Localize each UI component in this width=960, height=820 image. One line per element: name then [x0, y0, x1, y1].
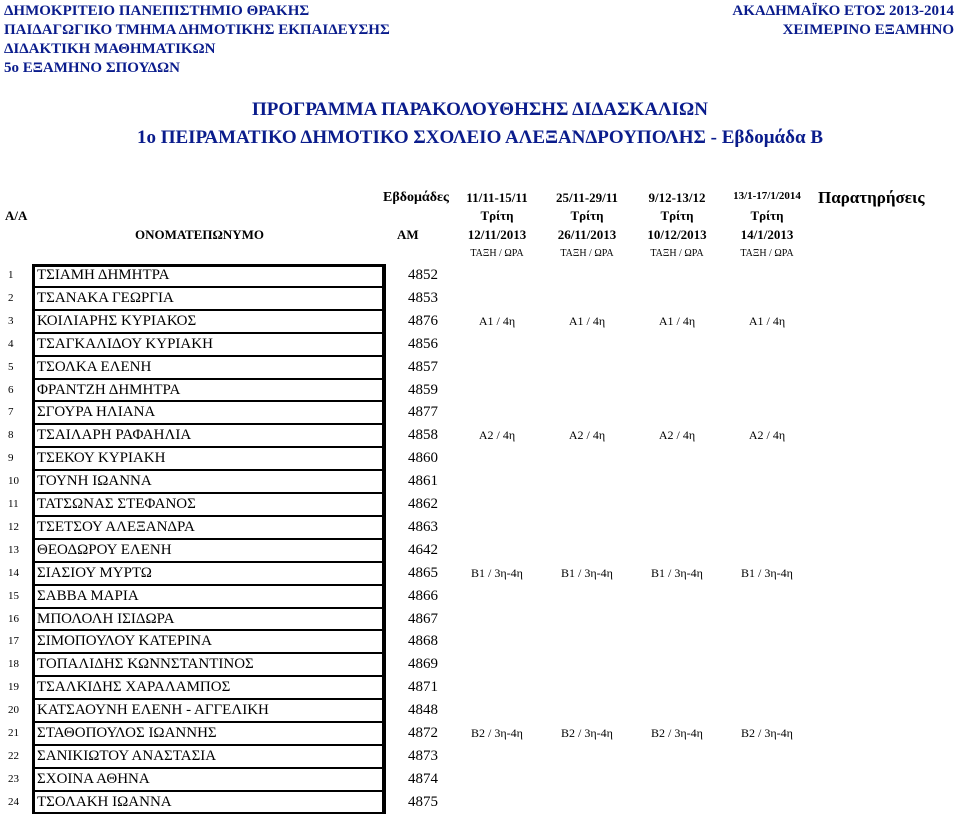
- table-row: [0, 539, 960, 562]
- table-row: [0, 333, 960, 356]
- student-name: ΤΣΟΛΚΑ ΕΛΕΝΗ: [37, 358, 152, 375]
- row-number: 11: [8, 498, 19, 510]
- student-name: ΘΕΟΔΩΡΟΥ ΕΛΕΝΗ: [37, 541, 172, 558]
- week-day: Τρίτη: [480, 208, 514, 223]
- student-am: 4868: [408, 633, 438, 650]
- student-name: ΣΤΑΘΟΠΟΥΛΟΣ ΙΩΑΝΝΗΣ: [37, 725, 217, 741]
- student-am: 4865: [408, 564, 438, 581]
- student-am: 4867: [408, 610, 438, 627]
- row-number: 13: [8, 543, 19, 556]
- table-row: [0, 562, 960, 585]
- table-row: [0, 630, 960, 653]
- student-name: ΤΣΟΛΑΚΗ ΙΩΑΝΝΑ: [37, 793, 172, 810]
- student-name: ΤΣΑΓΚΑΛΙΔΟΥ ΚΥΡΙΑΚΗ: [37, 335, 213, 352]
- table-row: [0, 585, 960, 608]
- student-am: 4875: [408, 793, 438, 810]
- academic-year: ΑΚΑΔΗΜΑΪΚΟ ΕΤΟΣ 2013-2014: [732, 3, 954, 19]
- student-name: ΤΣΑΙΛΑΡΗ ΡΑΦΑΗΛΙΑ: [37, 427, 192, 444]
- institution-header: [4, 2, 390, 78]
- table-row: [0, 401, 960, 424]
- row-divider: [32, 286, 385, 288]
- student-name: ΤΑΤΣΩΝΑΣ ΣΤΕΦΑΝΟΣ: [37, 496, 196, 512]
- student-name: ΣΑΝΙΚΙΩΤΟΥ ΑΝΑΣΤΑΣΙΑ: [37, 747, 217, 764]
- student-am: 4877: [408, 404, 438, 421]
- row-divider: [32, 355, 385, 357]
- week-date: 14/1/2013: [740, 227, 794, 242]
- student-name: ΤΣΕΤΣΟΥ ΑΛΕΞΑΝΔΡΑ: [37, 518, 195, 535]
- student-am: 4862: [408, 496, 438, 512]
- table-row: [0, 264, 960, 287]
- class-hour-label: ΤΑΞΗ / ΩΡΑ: [740, 248, 794, 259]
- table-row: [0, 699, 960, 722]
- row-number: 12: [8, 520, 19, 533]
- schedule-cell: Β1 / 3η-4η: [651, 565, 703, 580]
- row-divider: [32, 423, 385, 425]
- row-divider: [32, 309, 385, 311]
- row-number: 14: [8, 566, 19, 579]
- table-row: [0, 722, 960, 745]
- student-name: ΜΠΟΛΟΛΗ ΙΣΙΔΩΡΑ: [37, 610, 175, 627]
- weeks-label: Εβδομάδες: [383, 190, 449, 205]
- student-name: ΣΑΒΒΑ ΜΑΡΙΑ: [37, 587, 139, 604]
- row-divider: [32, 721, 385, 723]
- student-name: ΚΟΙΛΙΑΡΗΣ ΚΥΡΙΑΚΟΣ: [37, 312, 197, 329]
- row-number: 21: [8, 727, 19, 739]
- row-number: 24: [8, 795, 19, 808]
- student-am: 4859: [408, 381, 438, 398]
- row-divider: [32, 515, 385, 517]
- table-row: [0, 608, 960, 631]
- row-number: 4: [8, 337, 14, 350]
- row-number: 23: [8, 772, 19, 785]
- aa-header: Α/Α: [5, 208, 28, 223]
- student-am: 4848: [408, 702, 438, 719]
- table-row: [0, 310, 960, 333]
- row-number: 22: [8, 749, 19, 762]
- student-am: 4863: [408, 518, 438, 535]
- week-range: 11/11-15/11: [466, 190, 528, 205]
- row-number: 16: [8, 612, 19, 625]
- row-divider: [32, 561, 385, 563]
- schedule-cell: Α1 / 4η: [658, 313, 696, 328]
- row-divider: [32, 652, 385, 654]
- table-row: [0, 424, 960, 447]
- row-divider: [32, 492, 385, 494]
- class-hour-label: ΤΑΞΗ / ΩΡΑ: [560, 248, 614, 259]
- row-divider: [32, 629, 385, 631]
- student-name: ΤΟΠΑΛΙΔΗΣ ΚΩΝΝΣΤΑΝΤΙΝΟΣ: [37, 656, 254, 673]
- student-name: ΦΡΑΝΤΖΗ ΔΗΜΗΤΡΑ: [37, 381, 181, 398]
- row-divider: [32, 607, 385, 609]
- student-am: 4857: [408, 358, 438, 375]
- row-number: 15: [8, 589, 19, 602]
- row-divider: [32, 400, 385, 402]
- row-number: 19: [8, 681, 19, 694]
- week-date: 10/12/2013: [647, 227, 707, 242]
- student-name: ΤΣΙΑΜΗ ΔΗΜΗΤΡΑ: [37, 267, 170, 283]
- student-name: ΣΧΟΙΝΑ ΑΘΗΝΑ: [37, 770, 150, 787]
- schedule-cell: Β1 / 3η-4η: [561, 565, 613, 580]
- student-am: 4853: [408, 289, 438, 306]
- row-divider: [32, 584, 385, 586]
- table-row: [0, 287, 960, 310]
- schedule-cell: Α2 / 4η: [568, 428, 606, 443]
- schedule-cell: Α1 / 4η: [478, 313, 516, 328]
- student-am: 4856: [408, 335, 438, 352]
- row-divider: [32, 446, 385, 448]
- student-am: 4852: [408, 267, 438, 283]
- row-divider: [32, 538, 385, 540]
- student-name: ΣΙΜΟΠΟΥΛΟΥ ΚΑΤΕΡΙΝΑ: [37, 633, 212, 650]
- student-am: 4873: [408, 747, 438, 764]
- row-number: 5: [8, 360, 14, 373]
- class-hour-label: ΤΑΞΗ / ΩΡΑ: [650, 248, 704, 259]
- week-day: Τρίτη: [660, 208, 694, 223]
- student-am: 4869: [408, 656, 438, 673]
- row-divider: [32, 767, 385, 769]
- student-name: ΤΟΥΝΗ ΙΩΑΝΝΑ: [37, 473, 152, 490]
- row-divider: [32, 469, 385, 471]
- row-divider: [32, 332, 385, 334]
- table-row: [0, 379, 960, 402]
- week-date: 12/11/2013: [467, 227, 527, 242]
- table-row: [0, 356, 960, 379]
- student-am: 4860: [408, 450, 438, 467]
- week-range: 9/12-13/12: [648, 190, 706, 205]
- row-number: 17: [8, 635, 19, 648]
- semester-term: ΧΕΙΜΕΡΙΝΟ ΕΞΑΜΗΝΟ: [782, 22, 954, 38]
- row-divider: [32, 698, 385, 700]
- table-row: [0, 676, 960, 699]
- schedule-cell: Β2 / 3η-4η: [561, 726, 613, 740]
- student-am: 4642: [408, 541, 438, 558]
- schedule-cell: Α2 / 4η: [658, 428, 696, 443]
- week-day: Τρίτη: [570, 208, 604, 223]
- name-header: ΟΝΟΜΑΤΕΠΩΝΥΜΟ: [135, 227, 265, 242]
- schedule-cell: Α1 / 4η: [748, 313, 786, 328]
- page-title: ΠΡΟΓΡΑΜΜΑ ΠΑΡΑΚΟΛΟΥΘΗΣΗΣ ΔΙΔΑΣΚΑΛΙΩΝ: [252, 99, 708, 120]
- table-row: [0, 493, 960, 516]
- schedule-cell: Α2 / 4η: [748, 428, 786, 443]
- course-name: ΔΙΔΑΚΤΙΚΗ ΜΑΘΗΜΑΤΙΚΩΝ: [4, 41, 216, 57]
- week-date: 26/11/2013: [557, 227, 617, 242]
- schedule-cell: Β1 / 3η-4η: [741, 565, 793, 580]
- student-name: ΚΑΤΣΑΟΥΝΗ ΕΛΕΝΗ - ΑΓΓΕΛΙΚΗ: [37, 702, 269, 719]
- schedule-cell: Β2 / 3η-4η: [651, 726, 703, 740]
- week-day: Τρίτη: [750, 208, 784, 223]
- row-divider: [32, 378, 385, 380]
- row-divider: [32, 790, 385, 792]
- row-number: 9: [8, 452, 14, 465]
- schedule-cell: Α2 / 4η: [478, 428, 516, 443]
- row-number: 3: [8, 314, 14, 327]
- table-row: [0, 447, 960, 470]
- row-number: 6: [8, 383, 14, 396]
- student-am: 4858: [408, 427, 438, 444]
- student-name: ΣΙΑΣΙΟΥ ΜΥΡΤΩ: [37, 564, 152, 581]
- row-number: 20: [8, 704, 19, 717]
- university-name: ΔΗΜΟΚΡΙΤΕΙΟ ΠΑΝΕΠΙΣΤΗΜΙΟ ΘΡΑΚΗΣ: [4, 3, 310, 19]
- table-row: [0, 653, 960, 676]
- department-name: ΠΑΙΔΑΓΩΓΙΚΟ ΤΜΗΜΑ ΔΗΜΟΤΙΚΗΣ ΕΚΠΑΙΔΕΥΣΗΣ: [4, 22, 390, 38]
- student-name: ΣΓΟΥΡΑ ΗΛΙΑΝΑ: [37, 404, 156, 421]
- table-row: [0, 470, 960, 493]
- student-am: 4876: [408, 312, 438, 329]
- schedule-cell: Β2 / 3η-4η: [471, 726, 523, 740]
- schedule-cell: Α1 / 4η: [568, 313, 606, 328]
- page-subtitle: 1ο ΠΕΙΡΑΜΑΤΙΚΟ ΔΗΜΟΤΙΚΟ ΣΧΟΛΕΙΟ ΑΛΕΞΑΝΔΡΟΥΠΟΛΗΣ - Εβδομάδα Β: [136, 127, 824, 148]
- row-number: 1: [8, 269, 14, 281]
- table-row: [0, 791, 960, 814]
- remarks-header: Παρατηρήσεις: [818, 188, 925, 207]
- row-number: 18: [8, 658, 19, 671]
- student-am: 4874: [408, 770, 438, 787]
- student-name: ΤΣΑΝΑΚΑ ΓΕΩΡΓΙΑ: [37, 289, 174, 306]
- week-range: 25/11-29/11: [555, 190, 619, 205]
- table-row: [0, 516, 960, 539]
- student-am: 4872: [408, 725, 438, 741]
- schedule-cell: Β1 / 3η-4η: [471, 565, 523, 580]
- row-divider: [32, 675, 385, 677]
- schedule-cell: Β2 / 3η-4η: [741, 726, 793, 740]
- class-hour-label: ΤΑΞΗ / ΩΡΑ: [470, 248, 524, 259]
- student-am: 4866: [408, 587, 438, 604]
- am-header: ΑΜ: [397, 227, 419, 242]
- row-divider: [32, 744, 385, 746]
- row-number: 2: [8, 291, 14, 304]
- row-number: 8: [8, 429, 14, 442]
- academic-year-header: [732, 2, 954, 40]
- student-am: 4861: [408, 473, 438, 490]
- student-name: ΤΣΑΛΚΙΔΗΣ ΧΑΡΑΛΑΜΠΟΣ: [37, 679, 231, 696]
- table-row: [0, 768, 960, 791]
- table-row: [0, 745, 960, 768]
- row-number: 7: [8, 406, 14, 419]
- row-number: 10: [8, 475, 19, 488]
- student-am: 4871: [408, 679, 438, 696]
- week-range: 13/1-17/1/2014: [733, 190, 801, 202]
- student-name: ΤΣΕΚΟΥ ΚΥΡΙΑΚΗ: [37, 450, 166, 467]
- semester-label: 5ο ΕΞΑΜΗΝΟ ΣΠΟΥΔΩΝ: [4, 60, 180, 76]
